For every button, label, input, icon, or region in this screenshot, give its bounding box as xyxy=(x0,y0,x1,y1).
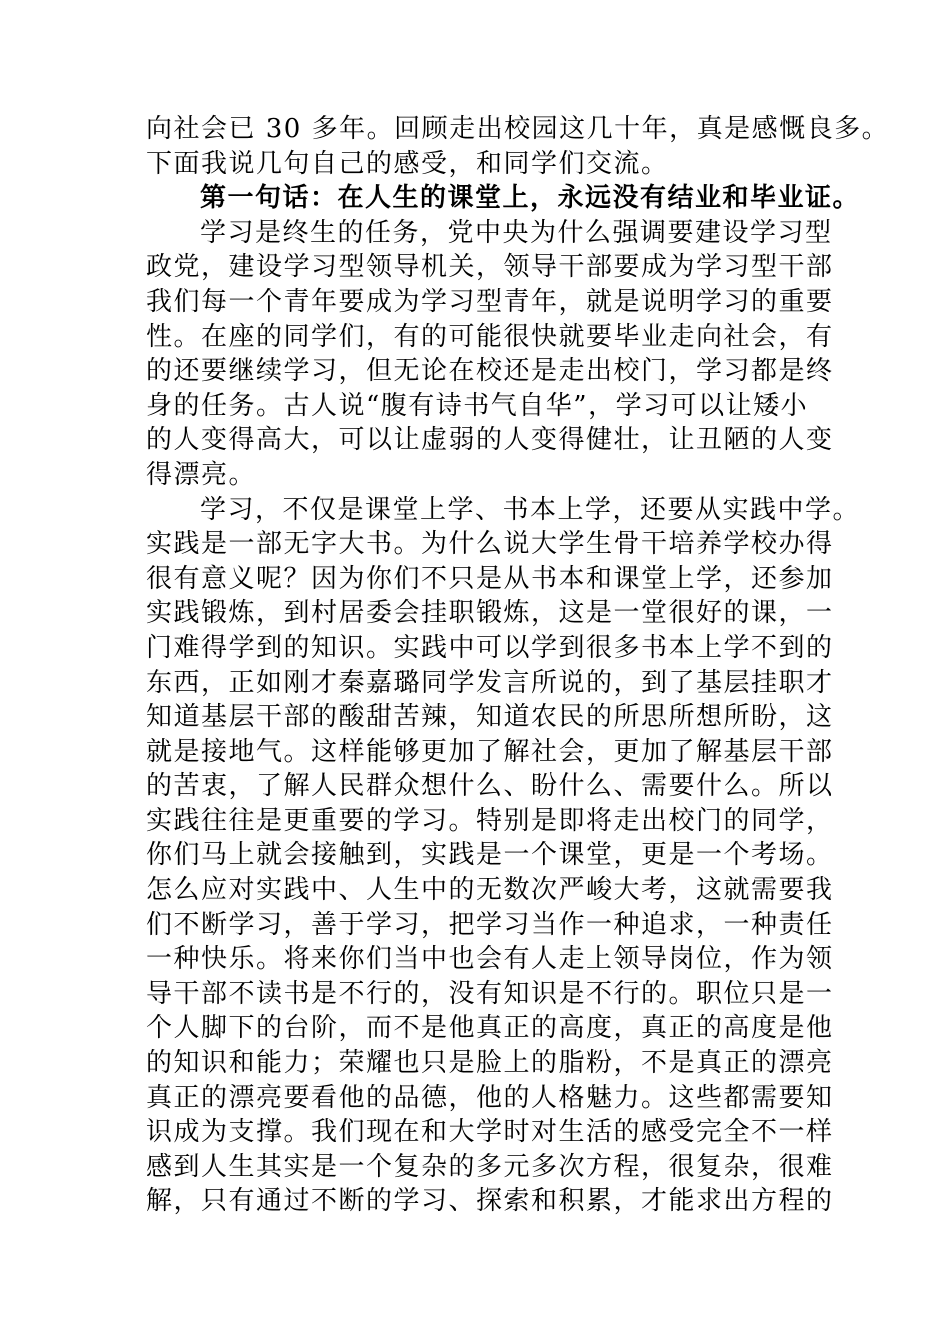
text-line: 东西，正如刚才秦嘉璐同学发言所说的，到了基层挂职才 xyxy=(146,667,834,698)
text-line: 实践往往是更重要的学习。特别是即将走出校门的同学， xyxy=(146,805,834,836)
text-line: 实践锻炼，到村居委会挂职锻炼，这是一堂很好的课，一 xyxy=(146,598,834,629)
text-line: 下面我说几句自己的感受，和同学们交流。 xyxy=(146,148,669,179)
paragraph-start-line: 学习，不仅是课堂上学、书本上学，还要从实践中学。 xyxy=(200,494,861,525)
section-heading: 第一句话：在人生的课堂上，永远没有结业和毕业证。 xyxy=(200,183,861,214)
text-line: 知道基层干部的酸甜苦辣，知道农民的所思所想所盼，这 xyxy=(146,702,834,733)
text-line: 的苦衷，了解人民群众想什么、盼什么、需要什么。所以 xyxy=(146,771,834,802)
text-line: 的还要继续学习，但无论在校还是走出校门，学习都是终 xyxy=(146,356,834,387)
text-line: 身的任务。古人说“腹有诗书气自华”，学习可以让矮小 xyxy=(146,390,809,421)
text-line: 很有意义呢？因为你们不只是从书本和课堂上学，还参加 xyxy=(146,563,834,594)
text-line: 政党，建设学习型领导机关，领导干部要成为学习型干部 xyxy=(146,252,834,283)
text-line: 真正的漂亮要看他的品德，他的人格魅力。这些都需要知 xyxy=(146,1082,834,1113)
text-line: 你们马上就会接触到，实践是一个课堂，更是一个考场。 xyxy=(146,840,834,871)
text-line: 解，只有通过不断的学习、探索和积累，才能求出方程的 xyxy=(146,1186,834,1217)
text-line: 一种快乐。将来你们当中也会有人走上领导岗位，作为领 xyxy=(146,944,834,975)
text-line: 识成为支撑。我们现在和大学时对生活的感受完全不一样 xyxy=(146,1117,834,1148)
text-line: 性。在座的同学们，有的可能很快就要毕业走向社会，有 xyxy=(146,321,834,352)
paragraph-start-line: 学习是终生的任务，党中央为什么强调要建设学习型 xyxy=(200,217,833,248)
text-line: 的知识和能力；荣耀也只是脸上的脂粉，不是真正的漂亮 xyxy=(146,1048,834,1079)
text-line: 实践是一部无字大书。为什么说大学生骨干培养学校办得 xyxy=(146,529,834,560)
text-line: 得漂亮。 xyxy=(146,459,257,490)
text-line: 个人脚下的台阶，而不是他真正的高度，真正的高度是他 xyxy=(146,1013,834,1044)
text-line: 感到人生其实是一个复杂的多元多次方程，很复杂，很难 xyxy=(146,1151,834,1182)
text-line: 导干部不读书是不行的，没有知识是不行的。职位只是一 xyxy=(146,978,834,1009)
text-line: 们不断学习，善于学习，把学习当作一种追求，一种责任 xyxy=(146,909,834,940)
text-line: 的人变得高大，可以让虚弱的人变得健壮，让丑陋的人变 xyxy=(146,425,834,456)
text-line: 门难得学到的知识。实践中可以学到很多书本上学不到的 xyxy=(146,632,834,663)
text-line: 就是接地气。这样能够更加了解社会，更加了解基层干部 xyxy=(146,736,834,767)
text-line: 我们每一个青年要成为学习型青年，就是说明学习的重要 xyxy=(146,286,834,317)
text-line: 怎么应对实践中、人生中的无数次严峻大考，这就需要我 xyxy=(146,875,834,906)
text-line: 向社会已 30 多年。回顾走出校园这几十年，真是感慨良多。 xyxy=(146,114,890,144)
document-body xyxy=(146,112,890,1219)
